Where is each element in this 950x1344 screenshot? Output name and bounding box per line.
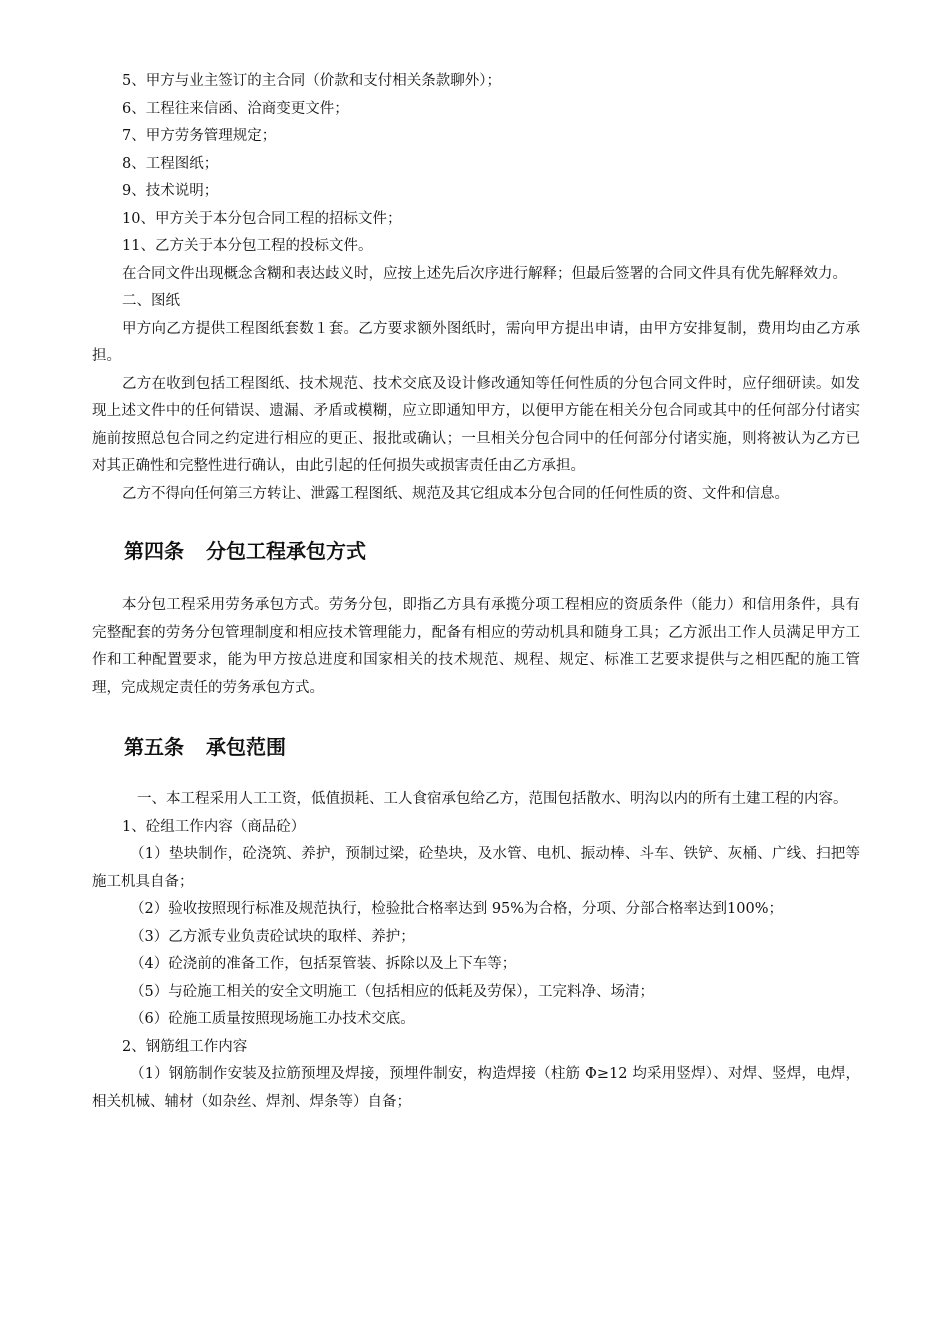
article-4-body: 本分包工程采用劳务承包方式。劳务分包，即指乙方具有承揽分项工程相应的资质条件（能力）和信用条件，具有完整配套的劳务分包管理制度和相应技术管理能力，配备有相应的劳动机具和随身工具；乙方派出工作人员满足甲方工作和工种配置要求，能为甲方按总进度和国家相关的技术规范、规程、规定、标准工艺要求提供与之相匹配的施工管理，完成规定责任的劳务承包方式。 (92, 597, 860, 696)
list-item: 11、乙方关于本分包工程的投标文件。 (122, 238, 373, 254)
list-item: 7、甲方劳务管理规定； (122, 128, 277, 144)
drawings-paragraph-1: 甲方向乙方提供工程图纸套数１套。乙方要求额外图纸时，需向甲方提出申请，由甲方安排复制，费用均由乙方承担。 (92, 320, 860, 364)
article-5-heading (92, 732, 860, 762)
concrete-item: （1）垫块制作，砼浇筑、养护，预制过梁，砼垫块，及水管、电机、振动棒、斗车、铁铲、灰桶、广线、扫把等施工机具自备； (92, 846, 860, 890)
article-4-number: 第四条 (124, 539, 184, 563)
rebar-item: （1）钢筋制作安装及拉筋预埋及焊接，预埋件制安，构造焊接（柱筋 Φ≥12 均采用竖焊）、对焊、竖焊，电焊，相关机械、辅材（如杂丝、焊剂、焊条等）自备； (92, 1066, 860, 1110)
list-item: 6、工程往来信函、洽商变更文件； (122, 100, 349, 117)
drawings-heading: 二、图纸 (122, 293, 180, 309)
concrete-item: （6）砼施工质量按照现场施工办技术交底。 (130, 1011, 415, 1027)
drawings-paragraph-2: 乙方在收到包括工程图纸、技术规范、技术交底及设计修改通知等任何性质的分包合同文件时，应仔细研读。如发现上述文件中的任何错误、遗漏、矛盾或模糊，应立即通知甲方，以便甲方能在相关分包合同或其中的任何部分付诸实施前按照总包合同之约定进行相应的更正、报批或确认；一旦相关分包合同中的任何部分付诸实施，则将被认为乙方已对其正确性和完整性进行确认，由此引起的任何损失或损害责任由乙方承担。 (92, 375, 860, 474)
document-body (92, 68, 860, 1116)
concrete-item: （5）与砼施工相关的安全文明施工（包括相应的低耗及劳保），工完料净、场清； (130, 983, 654, 1000)
article-5-intro: 一、本工程采用人工工资，低值损耗、工人食宿承包给乙方，范围包括散水、明沟以内的所有土建工程的内容。 (137, 791, 848, 807)
article-5-title: 承包范围 (206, 735, 286, 759)
rebar-section-title: 2、钢筋组工作内容 (122, 1038, 248, 1055)
concrete-item: （2）验收按照现行标准及规范执行，检验批合格率达到 95%为合格，分项、分部合格率达到100%； (130, 901, 784, 917)
concrete-item: （4）砼浇前的准备工作，包括泵管装、拆除以及上下车等； (130, 956, 517, 972)
concrete-section-title: 1、砼组工作内容（商品砼） (122, 818, 306, 835)
list-item: 10、甲方关于本分包合同工程的招标文件； (122, 210, 402, 227)
article-4-title: 分包工程承包方式 (206, 539, 366, 563)
list-item: 9、技术说明； (122, 183, 219, 199)
concrete-item: （3）乙方派专业负责砼试块的取样、养护； (130, 928, 415, 945)
drawings-paragraph-3: 乙方不得向任何第三方转让、泄露工程图纸、规范及其它组成本分包合同的任何性质的资、文件和信息。 (122, 485, 789, 502)
article-5-number: 第五条 (124, 735, 184, 759)
interpretation-paragraph: 在合同文件出现概念含糊和表达歧义时，应按上述先后次序进行解释；但最后签署的合同文件具有优先解释效力。 (122, 265, 847, 282)
list-item: 8、工程图纸； (122, 155, 219, 172)
article-4-heading (92, 536, 860, 566)
list-item: 5、甲方与业主签订的主合同（价款和支付相关条款聊外）； (122, 73, 501, 89)
